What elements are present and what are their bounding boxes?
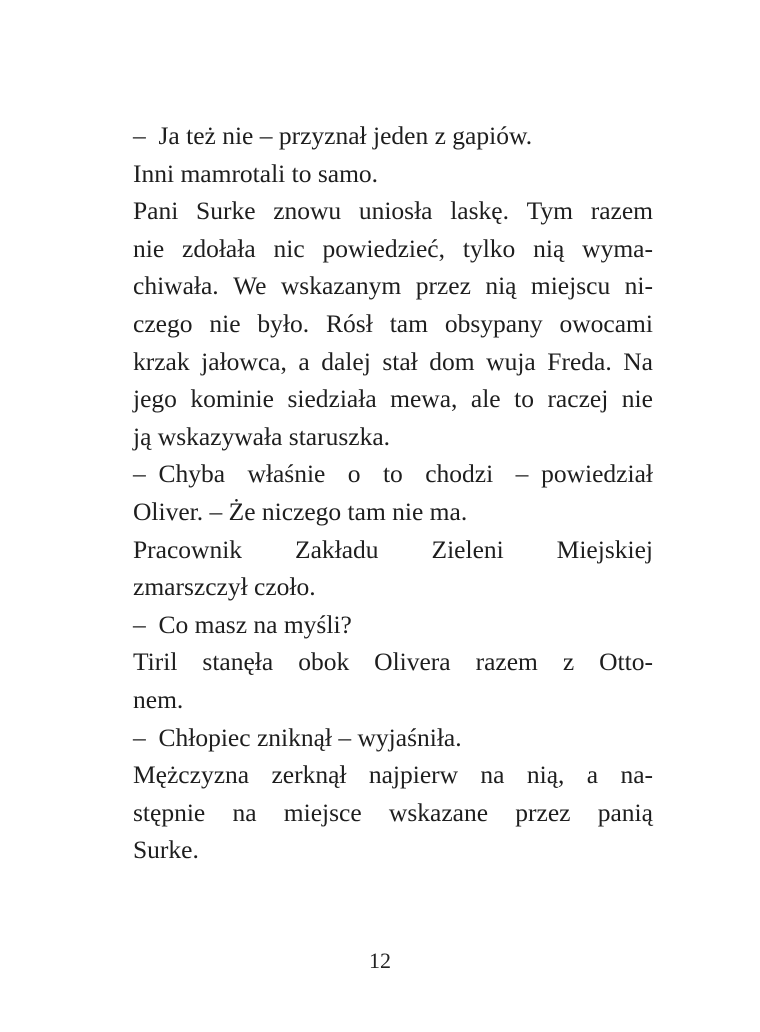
- word: Olivera: [374, 647, 451, 677]
- word: wskazane: [388, 797, 489, 827]
- line-text: – Ja też nie – przyznał jeden z gapiów.: [133, 121, 533, 150]
- page-body: [133, 117, 653, 869]
- word: na: [480, 760, 505, 790]
- text-line: [133, 230, 653, 268]
- word: nią: [533, 233, 565, 263]
- word: było.: [257, 308, 310, 338]
- word: kominie: [190, 384, 274, 414]
- line-text: Oliver. – Że niczego tam nie ma.: [133, 496, 468, 526]
- word: z: [562, 647, 575, 677]
- word: wskazanym: [280, 271, 402, 301]
- word: We: [233, 271, 267, 301]
- text-line: [133, 192, 653, 230]
- word: nią,: [526, 760, 565, 790]
- word: jałowca,: [201, 346, 287, 376]
- word: nie: [621, 384, 653, 414]
- word: dom: [429, 346, 475, 376]
- word: wyma-: [582, 233, 653, 263]
- word: miejscu: [530, 271, 611, 301]
- word: – Chyba: [133, 459, 226, 489]
- word: Freda.: [547, 346, 612, 376]
- word: zerknął: [271, 760, 347, 790]
- page-number: 12: [369, 948, 391, 973]
- text-line: [133, 418, 653, 456]
- text-line: [133, 380, 653, 418]
- word: razem: [475, 647, 538, 677]
- word: obok: [298, 647, 350, 677]
- text-line: [133, 756, 653, 794]
- text-line: [133, 531, 653, 569]
- word: mewa,: [390, 384, 458, 414]
- word: Pracownik: [133, 534, 243, 564]
- word: obsypany: [444, 308, 543, 338]
- word: to: [382, 459, 403, 489]
- text-line: [133, 455, 653, 493]
- word: chodzi: [425, 459, 494, 489]
- word: Rósł: [326, 308, 373, 338]
- word: raczej: [547, 384, 609, 414]
- word: uniosła: [358, 196, 433, 226]
- line-text: nem.: [133, 684, 184, 714]
- text-line: [133, 681, 653, 719]
- word: Mężczyzna: [133, 760, 250, 790]
- word: znowu: [273, 196, 342, 226]
- line-text: Inni mamrotali to samo.: [133, 158, 379, 188]
- text-line: [133, 343, 653, 381]
- word: Zieleni: [431, 534, 504, 564]
- text-line: [133, 831, 653, 869]
- line-text: zmarszczył czoło.: [133, 572, 316, 602]
- word: nie: [209, 308, 241, 338]
- text-line: [133, 155, 653, 193]
- text-line: [133, 267, 653, 305]
- word: powiedzieć,: [322, 233, 445, 263]
- word: czego: [133, 308, 193, 338]
- word: najpierw: [368, 760, 459, 790]
- word: stanęła: [202, 647, 274, 677]
- word: na: [232, 797, 257, 827]
- word: chiwała.: [133, 271, 219, 301]
- word: wuja: [486, 346, 536, 376]
- text-line: [133, 606, 653, 644]
- word: panią: [597, 797, 653, 827]
- word: nie: [133, 233, 165, 263]
- word: tylko: [462, 233, 516, 263]
- word: stał: [382, 346, 418, 376]
- word: – powiedział: [515, 459, 653, 489]
- word: to: [514, 384, 534, 414]
- line-text: Surke.: [133, 835, 199, 865]
- text-line: [133, 493, 653, 531]
- word: owocami: [559, 308, 653, 338]
- text-line: [133, 305, 653, 343]
- word: razem: [590, 196, 653, 226]
- word: Na: [623, 346, 653, 376]
- word: nic: [273, 233, 305, 263]
- word: Otto-: [599, 647, 653, 677]
- word: Tiril: [133, 647, 178, 677]
- word: Miejskiej: [556, 534, 653, 564]
- word: miejsce: [283, 797, 362, 827]
- word: o: [347, 459, 361, 489]
- word: nią: [485, 271, 517, 301]
- word: dalej: [321, 346, 371, 376]
- text-line: [133, 568, 653, 606]
- word: właśnie: [247, 459, 326, 489]
- line-text: – Co masz na myśli?: [133, 609, 352, 639]
- word: ale: [470, 384, 501, 414]
- text-line: [133, 794, 653, 832]
- word: Tym: [526, 196, 574, 226]
- word: Pani: [133, 196, 179, 226]
- word: laskę.: [450, 196, 509, 226]
- word: a: [586, 760, 599, 790]
- word: przez: [515, 797, 571, 827]
- word: siedziała: [287, 384, 377, 414]
- text-line: [133, 643, 653, 681]
- word: zdołała: [182, 233, 256, 263]
- word: Zakładu: [295, 534, 379, 564]
- word: a: [298, 346, 310, 376]
- word: Surke: [196, 196, 256, 226]
- word: przez: [415, 271, 471, 301]
- word: na-: [620, 760, 653, 790]
- line-text: ją wskazywała staruszka.: [133, 421, 391, 451]
- line-text: – Chłopiec zniknął – wyjaśniła.: [133, 722, 462, 752]
- text-line: [133, 117, 653, 155]
- word: stępnie: [133, 797, 206, 827]
- word: jego: [133, 384, 177, 414]
- word: tam: [389, 308, 428, 338]
- word: krzak: [133, 346, 190, 376]
- word: ni-: [624, 271, 653, 301]
- text-line: [133, 719, 653, 757]
